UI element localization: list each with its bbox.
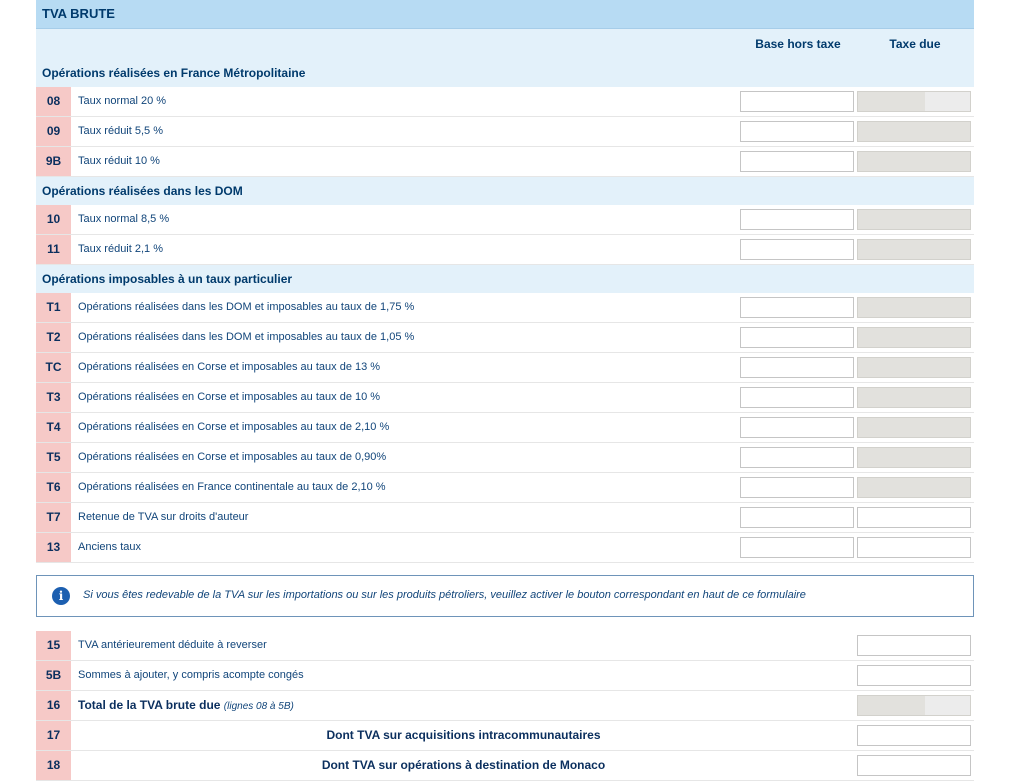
base-input-tc[interactable] <box>740 357 854 378</box>
form-row-9b <box>36 147 974 177</box>
form-row-t2 <box>36 323 974 353</box>
form-row-11 <box>36 235 974 265</box>
row-label-total <box>78 691 294 721</box>
row-code: 13 <box>36 533 71 562</box>
base-input-t3[interactable] <box>740 387 854 408</box>
form-row-tc <box>36 353 974 383</box>
row-code: T5 <box>36 443 71 472</box>
base-input-t1[interactable] <box>740 297 854 318</box>
form-row-15 <box>36 631 974 661</box>
base-input-9b[interactable] <box>740 151 854 172</box>
base-input-10[interactable] <box>740 209 854 230</box>
column-headers <box>36 29 974 59</box>
row-label: Dont TVA sur acquisitions intracommunautaires <box>326 728 601 742</box>
tax-field-11 <box>857 239 971 260</box>
row-code: T6 <box>36 473 71 502</box>
row-label: Sommes à ajouter, y compris acompte congés <box>78 669 304 681</box>
row-code: 18 <box>36 751 71 780</box>
tax-input-17[interactable] <box>857 725 971 746</box>
row-code: T7 <box>36 503 71 532</box>
form-row-16 <box>36 691 974 721</box>
tax-field-t1 <box>857 297 971 318</box>
row-code: T3 <box>36 383 71 412</box>
form-row-10 <box>36 205 974 235</box>
row-code: T4 <box>36 413 71 442</box>
tax-field-08 <box>857 91 971 112</box>
info-icon: i <box>52 587 70 605</box>
row-label: TVA antérieurement déduite à reverser <box>78 639 267 651</box>
section-title-metropole: Opérations réalisées en France Métropolitaine <box>36 59 974 87</box>
column-base-header: Base hors taxe <box>755 37 841 51</box>
tax-field-t2 <box>857 327 971 348</box>
form-row-18 <box>36 751 974 781</box>
row-label: Opérations réalisées en Corse et imposables au taux de 10 % <box>78 391 381 403</box>
row-label: Taux normal 8,5 % <box>78 213 170 225</box>
row-code: 10 <box>36 205 71 234</box>
row-code: TC <box>36 353 71 382</box>
total-hint: (lignes 08 à 5B) <box>223 701 294 712</box>
row-label: Opérations réalisées dans les DOM et imposables au taux de 1,75 % <box>78 301 415 313</box>
row-label: Taux réduit 5,5 % <box>78 125 163 137</box>
base-input-11[interactable] <box>740 239 854 260</box>
info-notice <box>36 575 974 617</box>
row-label: Anciens taux <box>78 541 141 553</box>
form-row-t6 <box>36 473 974 503</box>
form-row-09 <box>36 117 974 147</box>
row-code: 09 <box>36 117 71 146</box>
tva-brute-form <box>36 0 974 781</box>
form-row-t3 <box>36 383 974 413</box>
info-text: Si vous êtes redevable de la TVA sur les importations ou sur les produits pétroliers, veuillez activer le bouton correspondant en haut de ce formulaire <box>83 589 806 601</box>
form-row-08 <box>36 87 974 117</box>
form-title: TVA BRUTE <box>36 0 974 29</box>
tax-field-9b <box>857 151 971 172</box>
row-code: 16 <box>36 691 71 720</box>
form-row-t1 <box>36 293 974 323</box>
tax-field-t4 <box>857 417 971 438</box>
row-code: 15 <box>36 631 71 660</box>
row-code: T1 <box>36 293 71 322</box>
tax-input-5b[interactable] <box>857 665 971 686</box>
row-label: Taux réduit 2,1 % <box>78 243 163 255</box>
row-label: Taux normal 20 % <box>78 95 167 107</box>
row-label: Opérations réalisées en Corse et imposables au taux de 2,10 % <box>78 421 390 433</box>
row-code: 17 <box>36 721 71 750</box>
tax-field-16 <box>857 695 971 716</box>
row-label: Opérations réalisées dans les DOM et imposables au taux de 1,05 % <box>78 331 415 343</box>
tax-field-09 <box>857 121 971 142</box>
section-title-taux-particulier: Opérations imposables à un taux particulier <box>36 265 974 293</box>
tax-input-15[interactable] <box>857 635 971 656</box>
row-label: Opérations réalisées en France continentale au taux de 2,10 % <box>78 481 386 493</box>
row-code: 11 <box>36 235 71 264</box>
tax-input-13[interactable] <box>857 537 971 558</box>
base-input-08[interactable] <box>740 91 854 112</box>
base-input-13[interactable] <box>740 537 854 558</box>
tax-input-t7[interactable] <box>857 507 971 528</box>
base-input-09[interactable] <box>740 121 854 142</box>
form-row-t7 <box>36 503 974 533</box>
base-input-t5[interactable] <box>740 447 854 468</box>
section-title-dom: Opérations réalisées dans les DOM <box>36 177 974 205</box>
tax-field-10 <box>857 209 971 230</box>
base-input-t6[interactable] <box>740 477 854 498</box>
tax-field-t5 <box>857 447 971 468</box>
form-row-t5 <box>36 443 974 473</box>
total-label: Total de la TVA brute due <box>78 698 221 712</box>
row-label: Taux réduit 10 % <box>78 155 160 167</box>
row-label: Dont TVA sur opérations à destination de Monaco <box>321 758 606 772</box>
row-label: Opérations réalisées en Corse et imposables au taux de 13 % <box>78 361 381 373</box>
tax-field-t3 <box>857 387 971 408</box>
tax-field-tc <box>857 357 971 378</box>
column-tax-header: Taxe due <box>889 37 941 51</box>
form-row-5b <box>36 661 974 691</box>
base-input-t2[interactable] <box>740 327 854 348</box>
row-code: T2 <box>36 323 71 352</box>
row-code: 5B <box>36 661 71 690</box>
row-code: 08 <box>36 87 71 116</box>
tax-field-t6 <box>857 477 971 498</box>
row-code: 9B <box>36 147 71 176</box>
form-row-17 <box>36 721 974 751</box>
tax-input-18[interactable] <box>857 755 971 776</box>
form-row-13 <box>36 533 974 563</box>
base-input-t4[interactable] <box>740 417 854 438</box>
row-label: Retenue de TVA sur droits d'auteur <box>78 511 249 523</box>
form-row-t4 <box>36 413 974 443</box>
row-label: Opérations réalisées en Corse et imposables au taux de 0,90% <box>78 451 387 463</box>
base-input-t7[interactable] <box>740 507 854 528</box>
